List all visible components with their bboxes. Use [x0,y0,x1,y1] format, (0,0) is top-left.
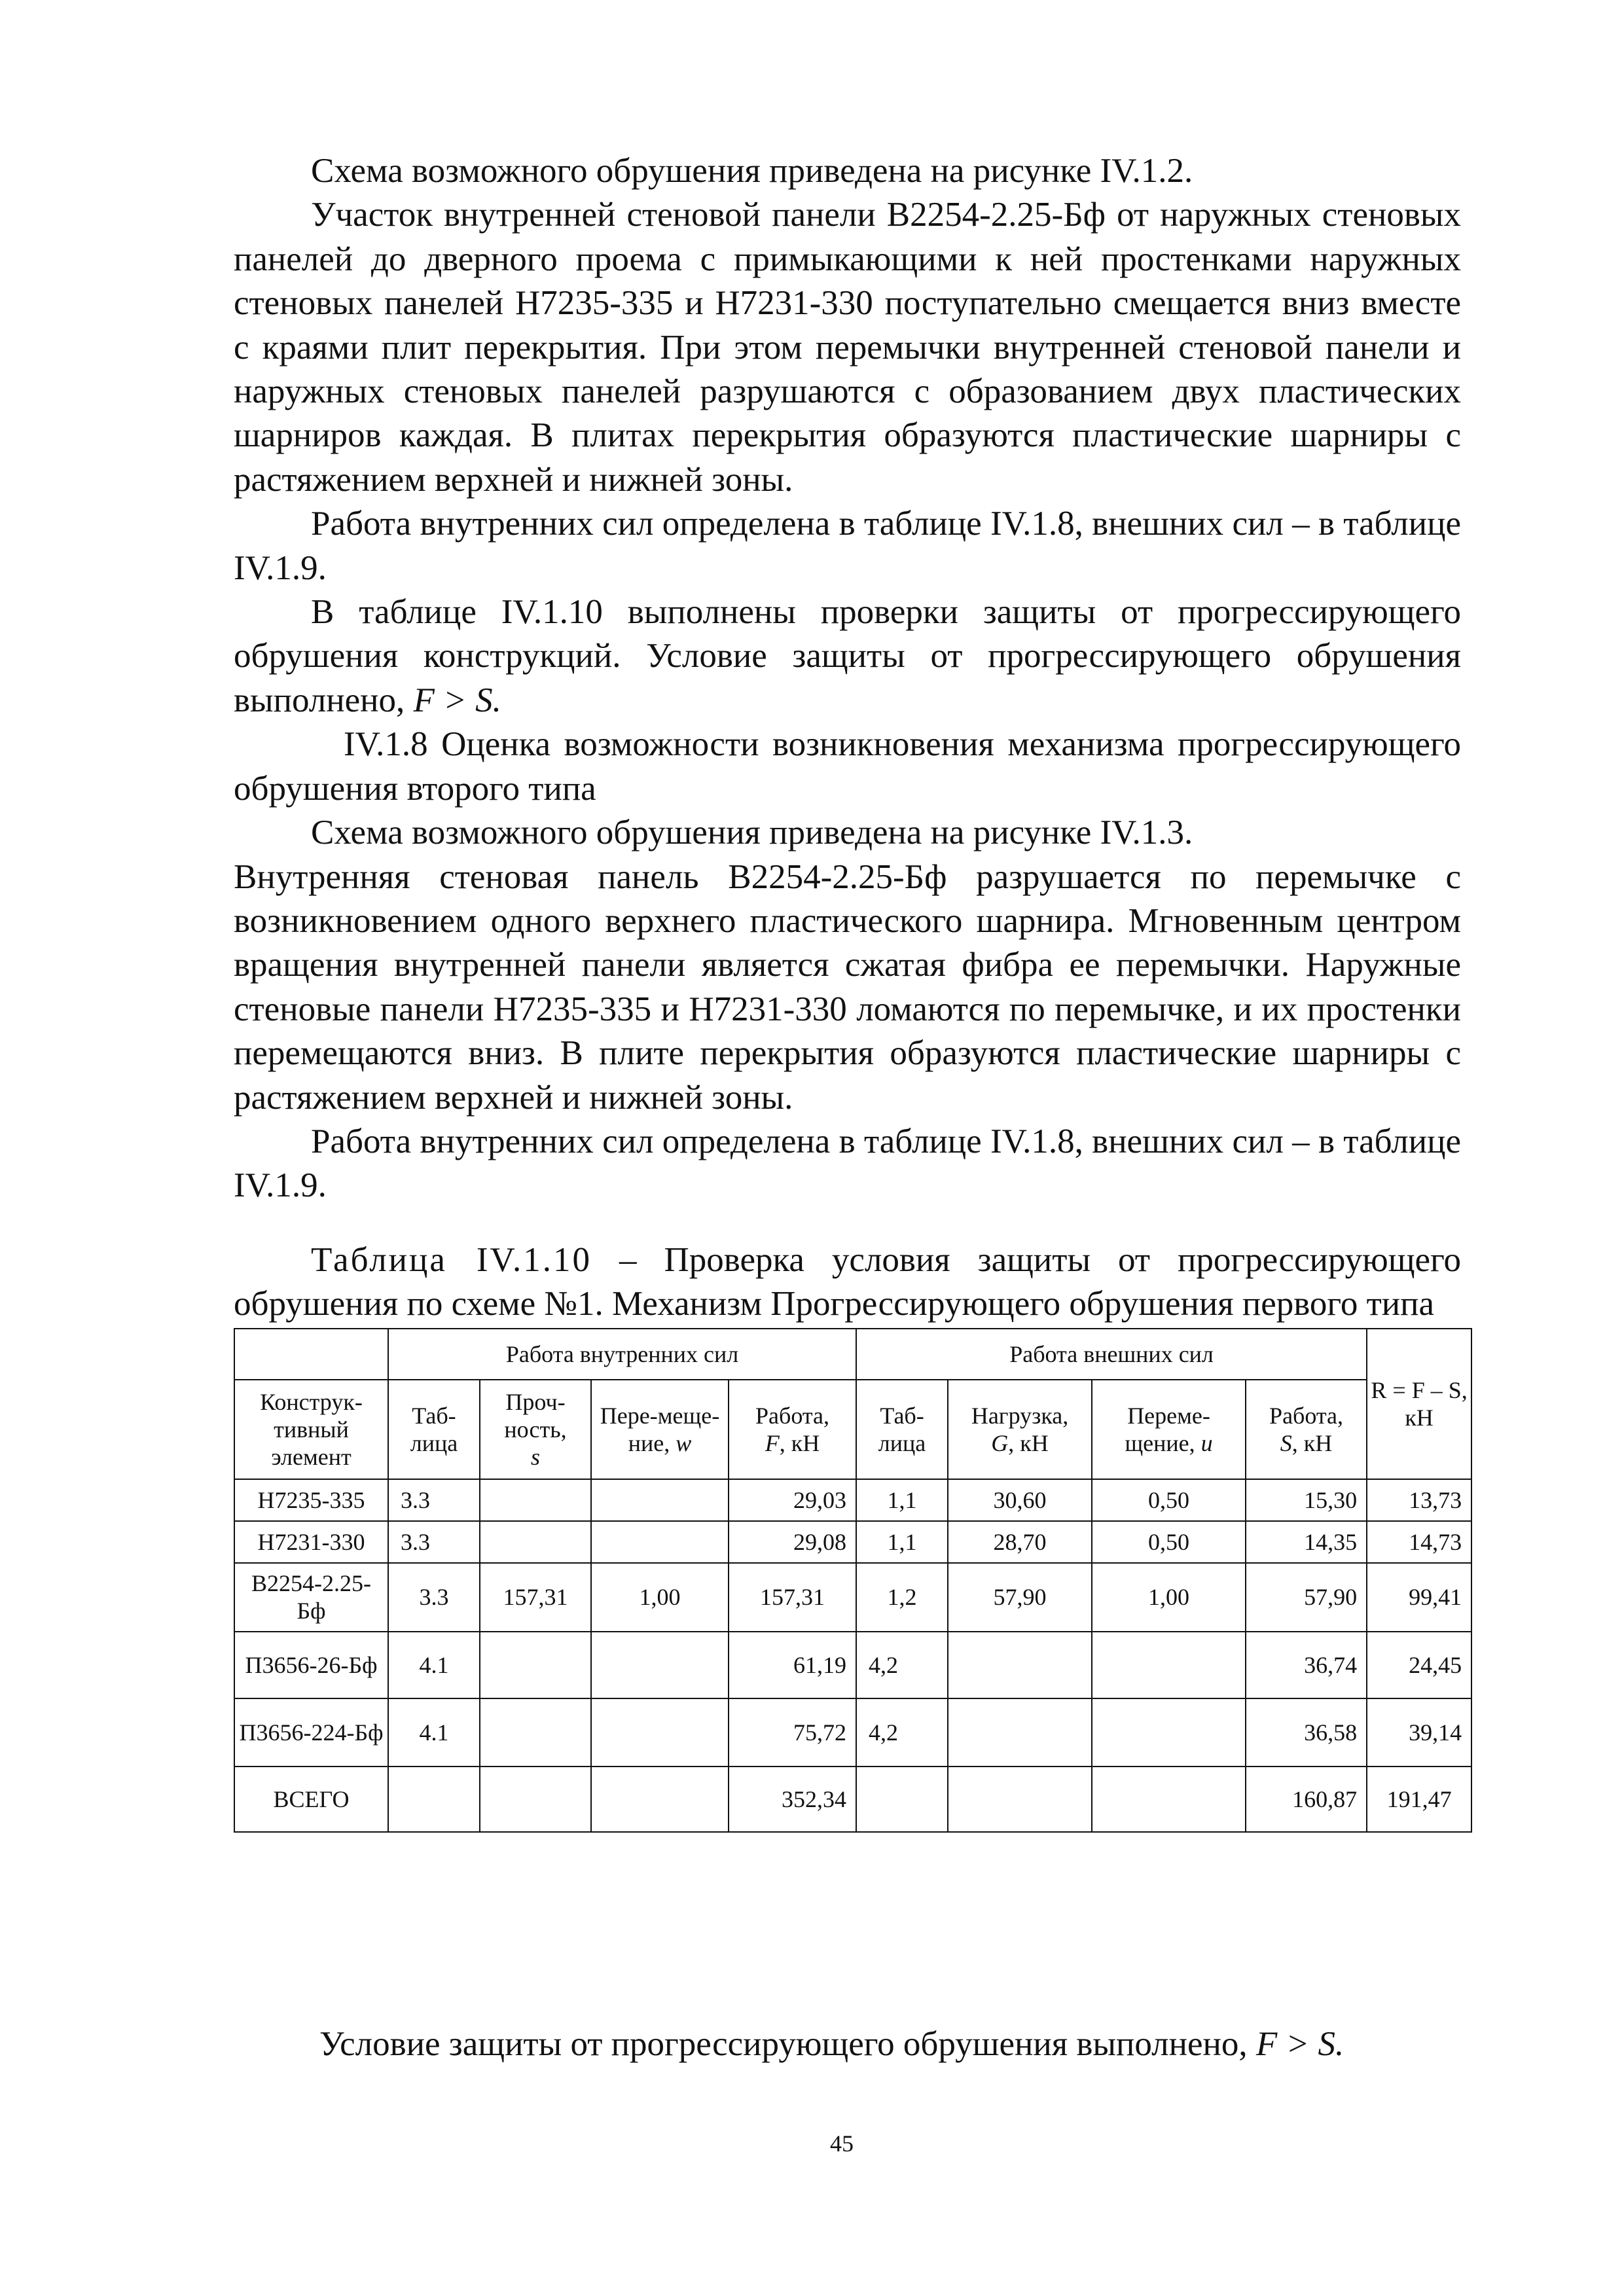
section-heading: IV.1.8 Оценка возможности возникновения механизма прогрессирующего обрушения второго типа [234,725,1461,808]
final-formula: F > S. [1255,2025,1344,2063]
table-caption-label: Таблица IV.1.10 [311,1240,592,1279]
header-internal-work: Работа внутренних сил [388,1329,856,1380]
header-load: Нагрузка, G, кН [948,1380,1092,1479]
document-body [234,149,1468,1833]
header-table-out: Таб-лица [856,1380,948,1479]
header-displacement-out: Переме-щение, u [1092,1380,1246,1479]
header-strength: Проч-ность, s [480,1380,591,1479]
paragraph-text: В таблице IV.1.10 выполнены проверки защиты от прогрессирующего обрушения конструкций. Условие защиты от прогрессирующего обрушения выполнено, [234,593,1461,719]
paragraph: Участок внутренней стеновой панели В2254-2.25-Бф от наружных стеновых панелей до дверного проема с примыкающими к ней простенками наружных стеновых панелей Н7235-335 и Н7231-330 поступательно смещается вниз вместе с краями плит перекрытия. При этом перемычки внутренней стеновой панели и наружных стеновых панелей разрушаются с образованием двух пластических шарниров каждая. В плитах перекрытия образуются пластические шарниры с растяжением верхней и нижней зоны. [234,196,1461,499]
table-caption [234,1238,1461,1327]
table-row-total: ВСЕГО 352,34 160,87 191,47 [234,1767,1471,1832]
paragraph: Работа внутренних сил определена в таблице IV.1.8, внешних сил – в таблице IV.1.9. [234,505,1461,587]
paragraph: Работа внутренних сил определена в таблице IV.1.8, внешних сил – в таблице IV.1.9. [234,1122,1461,1205]
header-external-work: Работа внешних сил [856,1329,1367,1380]
page-number: 45 [830,2130,854,2157]
table-row: Н7231-330 3.3 29,08 1,1 28,70 0,50 14,35 14,73 [234,1521,1471,1563]
table-caption-text: – Проверка условия защиты от прогрессирующего обрушения по схеме №1. Механизм Прогрессирующего обрушения первого типа [234,1240,1461,1323]
table-row: Н7235-335 3.3 29,03 1,1 30,60 0,50 15,30 13,73 [234,1479,1471,1521]
condition-formula: F > S. [413,681,501,719]
paragraph [234,590,1461,723]
paragraph: Схема возможного обрушения приведена на рисунке IV.1.3. [311,814,1193,852]
header-element: Конструк-тивный элемент [234,1380,388,1479]
table-header-cell [234,1329,388,1380]
results-table [234,1328,1472,1833]
header-work-out: Работа, S, кН [1246,1380,1367,1479]
table-row: В2254-2.25-Бф 3.3 157,31 1,00 157,31 1,2 57,90 1,00 57,90 99,41 [234,1563,1471,1632]
header-displacement-in: Пере-меще-ние, w [591,1380,729,1479]
table-row: П3656-224-Бф 4.1 75,72 4,2 36,58 39,14 [234,1698,1471,1767]
paragraph: Схема возможного обрушения приведена на рисунке IV.1.2. [311,152,1193,190]
table-row: П3656-26-Бф 4.1 61,19 4,2 36,74 24,45 [234,1632,1471,1698]
header-work-in: Работа, F, кН [729,1380,856,1479]
header-table-in: Таб-лица [388,1380,480,1479]
final-conclusion: Условие защиты от прогрессирующего обрушения выполнено, F > S. [319,2025,1344,2063]
paragraph: Внутренняя стеновая панель В2254-2.25-Бф разрушается по перемычке с возникновением одного верхнего пластического шарнира. Мгновенным центром вращения внутренней панели является сжатая фибра ее перемычки. Наружные стеновые панели Н7235-335 и Н7231-330 ломаются по перемычке, и их простенки перемещаются вниз. В плите перекрытия образуются пластические шарниры с растяжением верхней и нижней зоны. [234,857,1461,1117]
header-r: R = F – S, кН [1367,1329,1471,1479]
